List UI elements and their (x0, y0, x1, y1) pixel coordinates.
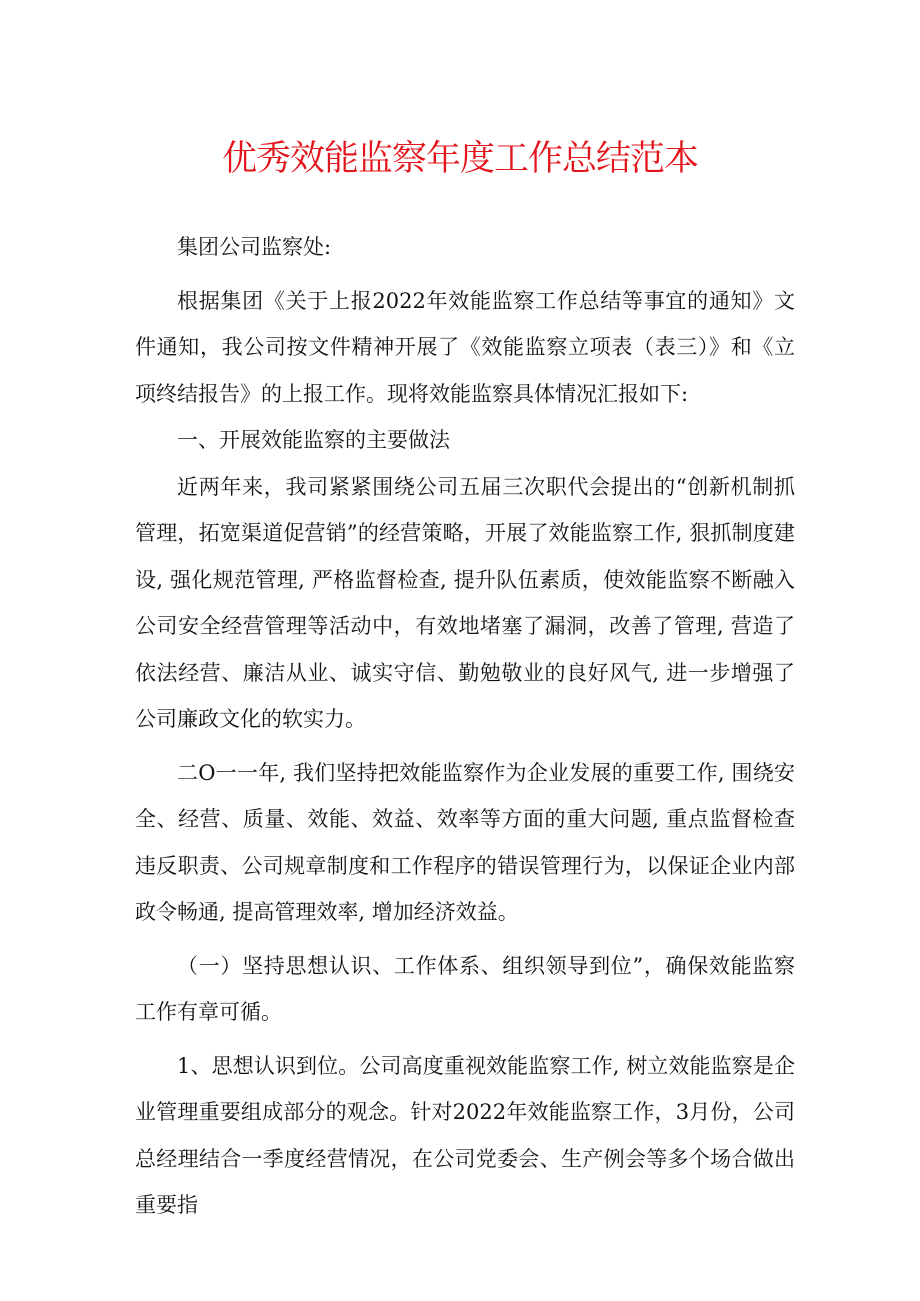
body-paragraph: 近两年来，我司紧紧围绕公司五届三次职代会提出的“创新机制抓管理，拓宽渠道促营销”的经营策略，开展了效能监察工作, 狠抓制度建设, 强化规范管理, 严格监督检查, 提升队伍素质，使效能监察不断融入公司安全经营管理等活动中，有效地堵塞了漏洞，改善了管理, 营造了依法经营、廉洁从业、诚实守信、勤勉敬业的良好风气, 进一步增强了公司廉政文化的软实力。 (135, 474, 795, 731)
document-body (135, 224, 795, 1229)
body-paragraph: 1、思想认识到位。公司高度重视效能监察工作, 树立效能监察是企业管理重要组成部分的观念。针对2022年效能监察工作，3月份，公司总经理结合一季度经营情况，在公司党委会、生产例会等多个场合做出重要指 (135, 1053, 795, 1217)
body-paragraph: 二O一一年, 我们坚持把效能监察作为企业发展的重要工作, 围绕安全、经营、质量、效能、效益、效率等方面的重大问题, 重点监督检查违反职责、公司规章制度和工作程序的错误管理行为，以保证企业内部政令畅通, 提高管理效率, 增加经济效益。 (135, 760, 795, 924)
intro-paragraph: 根据集团《关于上报2022年效能监察工作总结等事宜的通知》文件通知，我公司按文件精神开展了《效能监察立项表（表三）》和《立项终结报告》的上报工作。现将效能监察具体情况汇报如下: (135, 288, 795, 406)
document-title: 优秀效能监察年度工作总结范本 (221, 139, 698, 179)
subsection-heading: （一）坚持思想认识、工作体系、组织领导到位”，确保效能监察工作有章可循。 (135, 953, 795, 1024)
section-heading: 一、开展效能监察的主要做法 (177, 428, 450, 452)
salutation-paragraph: 集团公司监察处: (177, 235, 332, 259)
